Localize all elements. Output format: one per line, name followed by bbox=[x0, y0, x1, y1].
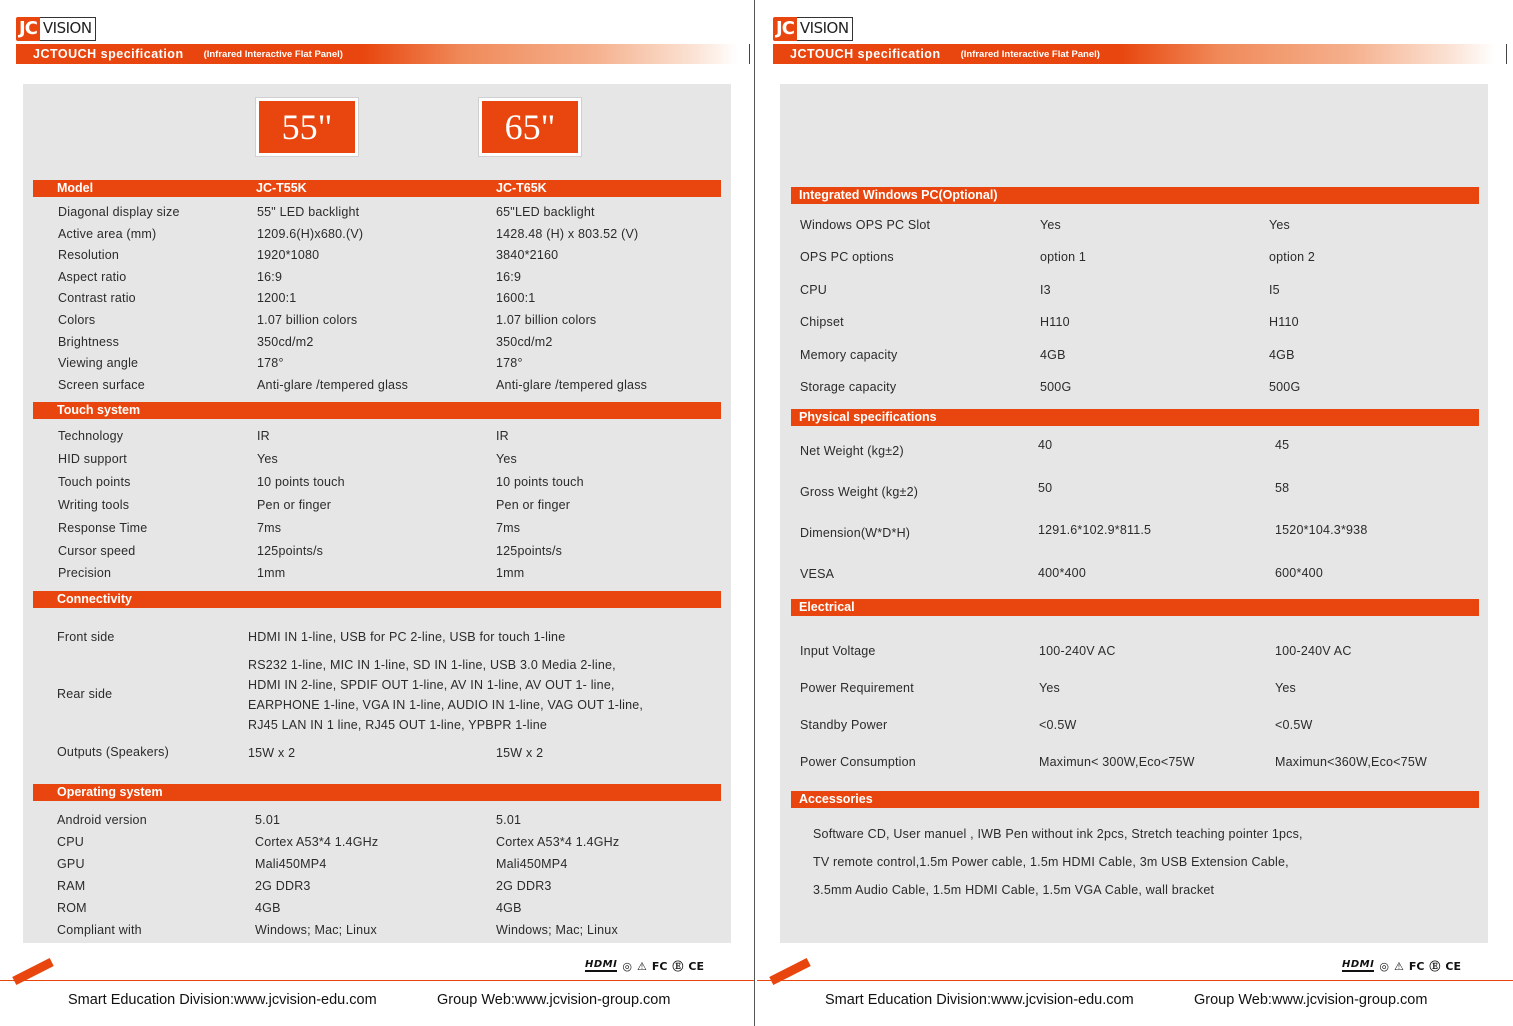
pc-spec-label: Storage capacity bbox=[800, 380, 897, 394]
rear-side-label: Rear side bbox=[57, 687, 113, 701]
pc-spec-value-2: 4GB bbox=[1269, 347, 1295, 362]
electrical-spec-value-1: 100-240V AC bbox=[1039, 644, 1116, 658]
size-badge-65: 65" bbox=[479, 98, 581, 156]
electrical-spec-value-2: 100-240V AC bbox=[1275, 644, 1352, 658]
logo-vision: VISION bbox=[797, 17, 853, 41]
model-col1: JC-T55K bbox=[256, 181, 307, 195]
electrical-spec-label: Standby Power bbox=[800, 718, 888, 732]
physical-spec-value-2: 1520*104.3*938 bbox=[1275, 523, 1368, 537]
display-spec-label: Diagonal display size bbox=[58, 205, 180, 219]
footer-group-link[interactable]: Group Web:www.jcvision-group.com bbox=[437, 992, 671, 1008]
display-spec-label: Brightness bbox=[58, 334, 120, 349]
hdmi-logo: HDMI bbox=[585, 959, 618, 970]
display-spec-value-1: 1209.6(H)x680.(V) bbox=[257, 226, 364, 241]
spec-panel bbox=[780, 84, 1488, 943]
display-spec-value-1: 1.07 billion colors bbox=[257, 313, 358, 327]
display-spec-value-2: 1600:1 bbox=[496, 291, 536, 306]
footer-rule bbox=[0, 980, 754, 981]
pc-spec-value-2: I5 bbox=[1269, 282, 1280, 297]
os-spec-value-1: 2G DDR3 bbox=[255, 879, 311, 893]
pc-spec-value-1: Yes bbox=[1040, 218, 1061, 232]
pc-spec-label: OPS PC options bbox=[800, 250, 894, 265]
touch-spec-value-1: Pen or finger bbox=[257, 497, 332, 512]
display-spec-value-2: Anti-glare /tempered glass bbox=[496, 377, 648, 392]
touch-spec-label: Response Time bbox=[58, 520, 148, 535]
electrical-spec-label: Input Voltage bbox=[800, 644, 876, 658]
touch-spec-value-1: 1mm bbox=[257, 566, 286, 581]
rear-side-line-1: RS232 1-line, MIC IN 1-line, SD IN 1-line, USB 3.0 Media 2-line, bbox=[248, 658, 616, 672]
physical-spec-value-1: 50 bbox=[1038, 481, 1053, 495]
os-spec-value-1: Windows; Mac; Linux bbox=[255, 923, 377, 937]
os-spec-value-1: 4GB bbox=[255, 901, 281, 915]
physical-spec-value-1: 400*400 bbox=[1038, 566, 1086, 580]
touch-spec-label: Precision bbox=[58, 566, 112, 581]
display-spec-value-2: 16:9 bbox=[496, 269, 522, 284]
physical-spec-value-1: 1291.6*102.9*811.5 bbox=[1038, 523, 1152, 537]
os-spec-label: Compliant with bbox=[57, 923, 142, 937]
pc-spec-value-1: 4GB bbox=[1040, 347, 1066, 362]
model-col2: JC-T65K bbox=[496, 181, 547, 195]
display-spec-value-2: 65"LED backlight bbox=[496, 205, 595, 219]
certification-logos bbox=[585, 958, 704, 974]
display-spec-label: Contrast ratio bbox=[58, 291, 136, 306]
logo-vision: VISION bbox=[40, 17, 96, 41]
header-subtitle: (Infrared Interactive Flat Panel) bbox=[203, 48, 343, 60]
display-spec-label: Resolution bbox=[58, 248, 120, 263]
display-spec-value-2: 1.07 billion colors bbox=[496, 313, 597, 327]
display-spec-value-1: 1200:1 bbox=[257, 291, 297, 306]
ce-icon: CE bbox=[1445, 959, 1462, 973]
page-divider bbox=[754, 0, 755, 1026]
outputs-col2: 15W x 2 bbox=[496, 746, 544, 760]
header-title: JCTOUCH specification bbox=[33, 47, 184, 61]
model-header-bar bbox=[33, 180, 721, 197]
os-section-bar bbox=[33, 784, 721, 801]
rear-side-line-4: RJ45 LAN IN 1 line, RJ45 OUT 1-line, YPBPR 1-line bbox=[248, 718, 548, 732]
header-banner bbox=[16, 44, 738, 64]
electrical-spec-label: Power Consumption bbox=[800, 755, 916, 769]
touch-spec-value-1: IR bbox=[257, 429, 270, 443]
footer-education-link[interactable]: Smart Education Division:www.jcvision-edu.com bbox=[68, 992, 377, 1008]
accessories-line-3: 3.5mm Audio Cable, 1.5m HDMI Cable, 1.5m VGA Cable, wall bracket bbox=[813, 883, 1215, 897]
display-spec-label: Viewing angle bbox=[58, 356, 139, 371]
electrical-spec-value-2: Maximun<360W,Eco<75W bbox=[1275, 755, 1427, 769]
pc-spec-value-1: 500G bbox=[1040, 380, 1072, 394]
touch-spec-value-2: 7ms bbox=[496, 520, 521, 535]
touch-spec-label: Touch points bbox=[58, 474, 131, 489]
touch-spec-value-2: 1mm bbox=[496, 566, 525, 581]
accessories-section-bar bbox=[791, 791, 1479, 808]
os-spec-value-2: 5.01 bbox=[496, 813, 522, 827]
touch-spec-value-2: 10 points touch bbox=[496, 474, 584, 489]
os-spec-value-2: 4GB bbox=[496, 901, 522, 915]
model-label: Model bbox=[57, 181, 94, 195]
connectivity-section-bar bbox=[33, 591, 721, 608]
touch-section-bar bbox=[33, 402, 721, 419]
display-spec-value-1: 16:9 bbox=[257, 269, 283, 284]
display-spec-value-1: 178° bbox=[257, 356, 284, 371]
ce-icon: CE bbox=[688, 959, 705, 973]
display-spec-value-2: 178° bbox=[496, 356, 523, 371]
pc-spec-label: Chipset bbox=[800, 315, 844, 330]
electrical-section-bar bbox=[791, 599, 1479, 616]
touch-spec-value-1: 10 points touch bbox=[257, 474, 345, 489]
emark-icon: Ⓔ bbox=[1429, 960, 1441, 973]
size-badge-55: 55" bbox=[256, 98, 358, 156]
brand-logo bbox=[773, 17, 853, 41]
os-section-title: Operating system bbox=[57, 785, 163, 799]
display-spec-value-2: 3840*2160 bbox=[496, 248, 559, 263]
display-spec-label: Colors bbox=[58, 313, 96, 327]
footer-education-link[interactable]: Smart Education Division:www.jcvision-edu.com bbox=[825, 992, 1134, 1008]
display-spec-value-1: 55" LED backlight bbox=[257, 205, 360, 219]
hdmi-logo: HDMI bbox=[1342, 959, 1375, 970]
electrical-section-title: Electrical bbox=[799, 600, 855, 614]
pc-section-bar bbox=[791, 187, 1479, 204]
accessories-line-1: Software CD, User manuel , IWB Pen without ink 2pcs, Stretch teaching pointer 1pcs, bbox=[813, 827, 1303, 841]
rear-side-line-3: EARPHONE 1-line, VGA IN 1-line, AUDIO IN 1-line, VAG OUT 1-line, bbox=[248, 698, 644, 712]
header-banner bbox=[773, 44, 1495, 64]
physical-spec-value-2: 58 bbox=[1275, 481, 1290, 495]
touch-spec-label: Cursor speed bbox=[58, 543, 136, 558]
rohs-icon: ◎ bbox=[1379, 959, 1389, 973]
touch-spec-value-1: Yes bbox=[257, 451, 278, 466]
pc-spec-value-2: option 2 bbox=[1269, 250, 1316, 265]
touch-section-title: Touch system bbox=[57, 403, 141, 417]
pc-spec-value-2: 500G bbox=[1269, 380, 1301, 394]
electrical-spec-value-2: Yes bbox=[1275, 681, 1296, 695]
physical-spec-label: VESA bbox=[800, 567, 835, 581]
display-spec-value-1: 350cd/m2 bbox=[257, 334, 314, 349]
pc-spec-value-2: Yes bbox=[1269, 218, 1290, 232]
logo-jc: JC bbox=[773, 17, 797, 41]
footer-rule bbox=[757, 980, 1513, 981]
pc-spec-value-1: H110 bbox=[1040, 315, 1070, 330]
rohs-icon: ◎ bbox=[622, 959, 632, 973]
os-spec-value-1: Cortex A53*4 1.4GHz bbox=[255, 835, 379, 849]
os-spec-label: Android version bbox=[57, 813, 147, 827]
pc-spec-label: Memory capacity bbox=[800, 347, 898, 362]
connectivity-section-title: Connectivity bbox=[57, 592, 133, 606]
banner-end-bar bbox=[749, 44, 750, 64]
touch-spec-value-1: 125points/s bbox=[257, 543, 324, 558]
pc-spec-label: CPU bbox=[800, 282, 827, 297]
physical-spec-value-2: 600*400 bbox=[1275, 566, 1323, 580]
accessories-section-title: Accessories bbox=[799, 792, 873, 806]
fcc-icon: FC bbox=[651, 959, 668, 973]
brand-logo bbox=[16, 17, 96, 41]
electrical-spec-value-1: Maximun< 300W,Eco<75W bbox=[1039, 755, 1195, 769]
os-spec-label: RAM bbox=[57, 879, 86, 893]
electrical-spec-value-1: <0.5W bbox=[1039, 718, 1077, 732]
touch-spec-value-2: Pen or finger bbox=[496, 497, 571, 512]
pc-spec-label: Windows OPS PC Slot bbox=[800, 218, 931, 232]
pc-spec-value-2: H110 bbox=[1269, 315, 1299, 330]
electrical-spec-value-2: <0.5W bbox=[1275, 718, 1313, 732]
physical-spec-label: Net Weight (kg±2) bbox=[800, 444, 904, 458]
display-spec-value-1: 1920*1080 bbox=[257, 248, 320, 263]
touch-spec-value-2: IR bbox=[496, 429, 509, 443]
display-spec-label: Screen surface bbox=[58, 377, 145, 392]
touch-spec-value-1: 7ms bbox=[257, 520, 282, 535]
os-spec-label: ROM bbox=[57, 901, 87, 915]
outputs-col1: 15W x 2 bbox=[248, 746, 296, 760]
logo-jc: JC bbox=[16, 17, 40, 41]
os-spec-value-1: 5.01 bbox=[255, 813, 281, 827]
physical-section-title: Physical specifications bbox=[799, 410, 937, 424]
physical-spec-value-2: 45 bbox=[1275, 438, 1290, 452]
os-spec-value-2: Windows; Mac; Linux bbox=[496, 923, 618, 937]
display-spec-value-2: 1428.48 (H) x 803.52 (V) bbox=[496, 226, 639, 241]
certification-logos bbox=[1342, 958, 1461, 974]
header-subtitle: (Infrared Interactive Flat Panel) bbox=[960, 48, 1100, 60]
os-spec-value-2: 2G DDR3 bbox=[496, 879, 552, 893]
footer-group-link[interactable]: Group Web:www.jcvision-group.com bbox=[1194, 992, 1428, 1008]
physical-spec-label: Gross Weight (kg±2) bbox=[800, 485, 919, 499]
physical-spec-value-1: 40 bbox=[1038, 438, 1053, 452]
pc-spec-value-1: I3 bbox=[1040, 282, 1051, 297]
electrical-spec-label: Power Requirement bbox=[800, 681, 914, 695]
physical-spec-label: Dimension(W*D*H) bbox=[800, 526, 911, 540]
display-spec-label: Active area (mm) bbox=[58, 226, 157, 241]
touch-spec-value-2: 125points/s bbox=[496, 543, 563, 558]
pc-spec-value-1: option 1 bbox=[1040, 250, 1087, 265]
os-spec-value-1: Mali450MP4 bbox=[255, 857, 327, 871]
page-right bbox=[757, 0, 1513, 1026]
front-side-label: Front side bbox=[57, 630, 115, 644]
electrical-spec-value-1: Yes bbox=[1039, 681, 1060, 695]
header-title: JCTOUCH specification bbox=[790, 47, 941, 61]
safety-icon: ⚠ bbox=[636, 959, 647, 973]
rear-side-line-2: HDMI IN 2-line, SPDIF OUT 1-line, AV IN 1-line, AV OUT 1- line, bbox=[248, 678, 615, 692]
display-spec-value-2: 350cd/m2 bbox=[496, 334, 553, 349]
touch-spec-label: HID support bbox=[58, 451, 127, 466]
fcc-icon: FC bbox=[1408, 959, 1425, 973]
touch-spec-label: Writing tools bbox=[58, 497, 130, 512]
os-spec-value-2: Mali450MP4 bbox=[496, 857, 568, 871]
emark-icon: Ⓔ bbox=[672, 960, 684, 973]
physical-section-bar bbox=[791, 409, 1479, 426]
safety-icon: ⚠ bbox=[1393, 959, 1404, 973]
touch-spec-value-2: Yes bbox=[496, 451, 517, 466]
os-spec-label: CPU bbox=[57, 835, 84, 849]
os-spec-label: GPU bbox=[57, 857, 85, 871]
display-spec-label: Aspect ratio bbox=[58, 269, 127, 284]
os-spec-value-2: Cortex A53*4 1.4GHz bbox=[496, 835, 620, 849]
front-side-value: HDMI IN 1-line, USB for PC 2-line, USB for touch 1-line bbox=[248, 630, 566, 644]
pc-section-title: Integrated Windows PC(Optional) bbox=[799, 188, 998, 202]
touch-spec-label: Technology bbox=[58, 429, 124, 443]
outputs-label: Outputs (Speakers) bbox=[57, 745, 169, 759]
accessories-line-2: TV remote control,1.5m Power cable, 1.5m HDMI Cable, 3m USB Extension Cable, bbox=[813, 855, 1289, 869]
display-spec-value-1: Anti-glare /tempered glass bbox=[257, 377, 409, 392]
banner-end-bar bbox=[1506, 44, 1507, 64]
